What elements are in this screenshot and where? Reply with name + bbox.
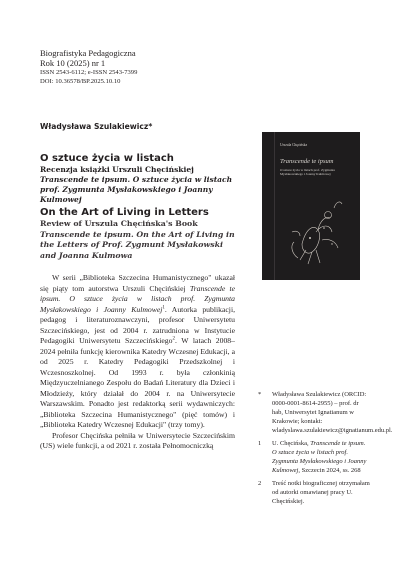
cover-illustration bbox=[262, 132, 360, 280]
footnote-1 bbox=[258, 439, 370, 475]
footnote-2 bbox=[258, 479, 370, 506]
journal-issn: ISSN 2543-6112; e-ISSN 2543-7399 bbox=[40, 69, 138, 76]
paragraph-1 bbox=[40, 273, 235, 431]
footnote-mark: 1 bbox=[258, 440, 262, 447]
cover-subtitle: O sztuce życia w listach prof. Zygmunta Mysłakowskiego i Joanny Kulmowej bbox=[280, 168, 335, 177]
footnote-text: U. Chęcińska, bbox=[272, 440, 311, 447]
journal-volume: Rok 10 (2025) nr 1 bbox=[40, 58, 106, 68]
journal-name: Biografistyka Pedagogiczna bbox=[40, 48, 136, 58]
p1-text-c: . W latach 2008–2024 pełniła funkcję kierownika Katedry Wczesnej Edukacji, a od 2025 r. Katedry Pedagogiki Przedszkolnej i Wczesnoszkolnej. Od 1993 r. była członkinią Międzyuczelnianego Zespołu do Badań Literatury dla Dzieci i Młodzieży, który działał do 2004 r. na Uniwersytecie Warszawskim. Ponadto jest redaktorką serii wydawniczych: „Biblioteka Szczecina Humanistycznego" (pięć tomów) i „Biblioteka Katedry Wczesnej Edukacji" (trzy tomy). bbox=[40, 336, 235, 429]
footnote-author bbox=[258, 390, 393, 435]
title-english bbox=[40, 206, 240, 261]
title-en-main: On the Art of Living in Letters bbox=[40, 207, 209, 218]
cover-author: Urszula Chęcińska bbox=[280, 143, 308, 147]
author-name: Władysława Szulakiewicz* bbox=[40, 122, 153, 131]
p1-text-b: . Autorka publikacji, pedagog i literaturoznawczyni, profesor Uniwersytetu Szczecińskiego, jest od 2004 r. zatrudniona w Instytucie Pedagogiki Uniwersytetu Szczecińskiego bbox=[40, 304, 235, 345]
title-pl-sub-b: Transcende te ipsum. O sztuce życia w listach prof. Zygmunta Mysłakowskiego i Joanny Kulmowej bbox=[40, 175, 233, 204]
title-pl-main: O sztuce życia w listach bbox=[40, 153, 174, 164]
title-polish bbox=[40, 152, 240, 205]
cover-title: Transcende te ipsum bbox=[280, 158, 334, 165]
footnote-book-title: Transcende te ipsum. O sztuce życia w listach prof. Zygmunta Mysłakowskiego i Joanny Kulmowej bbox=[272, 440, 367, 474]
footnote-mark: * bbox=[258, 391, 262, 398]
title-pl-sub-a: Recenzja książki Urszuli Chęcińskiej bbox=[40, 165, 194, 174]
footnotes bbox=[258, 390, 393, 510]
title-en-sub-b: Transcende te ipsum. On the Art of Living in the Letters of Prof. Zygmunt Mysłakowski and Joanna Kulmowa bbox=[40, 229, 235, 260]
journal-info bbox=[40, 48, 260, 86]
footnote-text: Treść notki biograficznej otrzymałam od autorki omawianej pracy U. Chęcińskiej. bbox=[272, 480, 370, 505]
title-en-sub-a: Review of Urszula Chęcińska's Book bbox=[40, 219, 198, 228]
footnote-ref-1: 1 bbox=[162, 304, 165, 310]
footnote-mark: 2 bbox=[258, 480, 262, 487]
title-pl-subtitle bbox=[40, 165, 240, 205]
footnote-text: , Szczecin 2024, ss. 268 bbox=[298, 467, 361, 474]
journal-doi: DOI: 10.36578/BP.2025.10.10 bbox=[40, 78, 121, 85]
footnote-ref-2: 2 bbox=[172, 336, 175, 342]
p1-book-title: Transcende te ipsum. O sztuce życia w listach prof. Zygmunta Mysłakowskiego i Joanny Kulmowej bbox=[40, 283, 235, 314]
paragraph-2: Profesor Chęcińska pełniła w Uniwersytecie Szczecińskim (US) wiele funkcji, a od 2021 r. została Pełnomocniczką bbox=[40, 430, 235, 450]
p1-text-a: W serii „Biblioteka Szczecina Humanistycznego" ukazał się piąty tom autorstwa Urszuli Chęcińskiej bbox=[40, 273, 235, 293]
title-en-subtitle bbox=[40, 219, 240, 261]
footnote-text: Władysława Szulakiewicz (ORCID: 0000-0001-8614-2955) – prof. dr hab, Uniwersytet Ignatianum w Krakowie; kontakt: wladyslawa.szulakiewicz@ignatianum.edu.pl. bbox=[272, 391, 393, 434]
book-cover-image bbox=[262, 132, 360, 280]
body-text bbox=[40, 273, 235, 452]
